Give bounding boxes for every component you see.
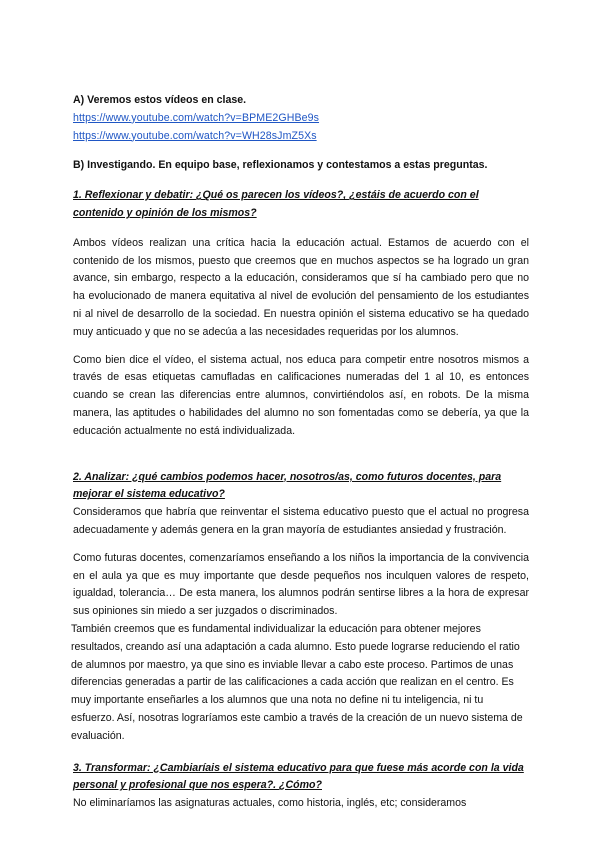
section-a-heading: A) Veremos estos vídeos en clase. <box>73 94 247 106</box>
question-1-paragraph-2: Como bien dice el vídeo, el sistema actual, nos educa para competir entre nosotros mismos a través de esas etiquetas camufladas en calificaciones numeradas del 1 al 10, es entonces cuando se crean las diferencias entre alumnos, convirtiéndolos así, en robots. De la misma manera, las aptitudes o habilidades del alumno no son fomentadas como se debería, ya que la educación actualmente no está individualizada. <box>73 353 529 437</box>
question-1-paragraph-1: Ambos vídeos realizan una crítica hacia la educación actual. Estamos de acuerdo con el contenido de los mismos, puesto que creemos que en muchos aspectos se ha logrado un gran avance, sin embargo, respecto a la educación, consideramos que sí ha cambiado pero que no ha evolucionado de manera equitativa al nivel de evolución del pensamiento de los estudiantes ni al nivel de desarrollo de la sociedad. En nuestra opinión el sistema educativo se ha quedado muy anticuado y que no se adecúa a las necesidades requeridas por los alumnos. <box>73 236 529 338</box>
question-3-title: 3. Transformar: ¿Cambiaríais el sistema educativo para que fuese más acorde con la vida personal y profesional que nos espera?. ¿Cómo? <box>73 761 524 792</box>
question-2-paragraph-3: También creemos que es fundamental individualizar la educación para obtener mejores resultados, creando así una adaptación a cada alumno. Esto puede lograrse reduciendo el ratio de alumnos por maestro, ya que sino es inviable llevar a cabo este proceso. Partimos de unas diferencias generadas a partir de las calificaciones a cada acción que realizan en el centro. Es muy importante enseñarles a los alumnos que una nota no define ni tu inteligencia, ni tu esfuerzo. Así, nosotras lograríamos este cambio a través de la creación de un nuevo sistema de evaluación. <box>71 622 523 742</box>
video-link-1[interactable]: https://www.youtube.com/watch?v=BPME2GHBe9s <box>73 111 320 124</box>
video-link-2[interactable]: https://www.youtube.com/watch?v=WH28sJmZ5Xs <box>73 129 317 142</box>
question-2-paragraph-1: Consideramos que habría que reinventar el sistema educativo puesto que el actual no progresa adecuadamente y además genera en la gran mayoría de estudiantes ansiedad y frustración. <box>73 506 529 536</box>
question-1-title: 1. Reflexionar y debatir: ¿Qué os parecen los vídeos?, ¿estáis de acuerdo con el contenido y opinión de los mismos? <box>73 189 479 219</box>
question-3-paragraph-1: No eliminaríamos las asignaturas actuales, como historia, inglés, etc; consideramos <box>73 797 467 810</box>
document-page <box>73 92 529 813</box>
section-b-heading: B) Investigando. En equipo base, reflexionamos y contestamos a estas preguntas. <box>73 159 488 172</box>
question-2-paragraph-2: Como futuras docentes, comenzaríamos enseñando a los niños la importancia de la convivencia en el aula ya que es muy importante que desde pequeños nos inculquen valores de respeto, igualdad, tolerancia… De esta manera, los alumnos podrán sentirse libres a la hora de expresar sus opiniones sin miedo a ser juzgados o discriminados. <box>73 551 529 618</box>
question-2-title: 2. Analizar: ¿qué cambios podemos hacer, nosotros/as, como futuros docentes, para mejorar el sistema educativo? <box>73 470 502 501</box>
video-links <box>73 110 529 146</box>
